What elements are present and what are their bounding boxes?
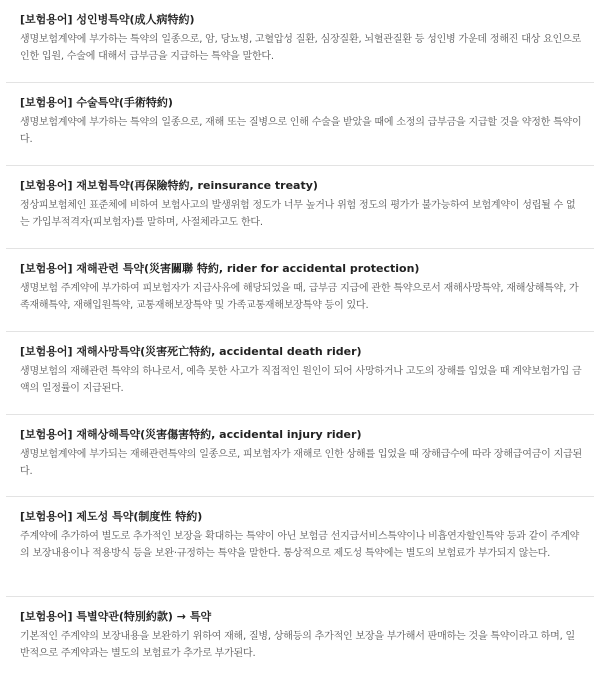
entry-description: 주계약에 추가하여 별도로 추가적인 보장을 확대하는 특약이 아닌 보험금 선지급서비스특약이나 비흡연자할인특약 등과 같이 주계약의 보장내용이나 적용방식 등을 보완·규정하는 특약을 말한다. 통상적으로 제도성 특약에는 별도의 보험료가 부가되지 않는다. [20, 531, 580, 559]
glossary-entry [6, 0, 594, 82]
glossary-entry [6, 596, 594, 675]
entry-title[interactable]: [보험용어] 재보험특약(再保險特約, reinsurance treaty) [20, 179, 318, 192]
entry-description: 정상피보험체인 표준체에 비하여 보험사고의 발생위험 정도가 너무 높거나 위험 정도의 평가가 불가능하여 보험계약이 성립될 수 없는 가입부적격자(피보험자)를 말하며, 사절체라고도 한다. [20, 200, 576, 228]
glossary-entry [6, 496, 594, 596]
glossary-entry [6, 165, 594, 248]
entry-description: 기본적인 주계약의 보장내용을 보완하기 위하여 재해, 질병, 상해등의 추가적인 보장을 부가해서 판매하는 것을 특약이라고 하며, 일반적으로 주계약과는 별도의 보험료가 추가로 부가된다. [20, 631, 575, 659]
entry-description: 생명보험 주계약에 부가하여 피보험자가 지급사유에 해당되었을 때, 급부금 지급에 관한 특약으로서 재해사망특약, 재해상해특약, 가족재해특약, 재해입원특약, 교통재해보장특약 및 가족교통재해보장특약 등이 있다. [20, 283, 579, 311]
entry-description: 생명보험계약에 부가하는 특약의 일종으로, 재해 또는 질병으로 인해 수술을 받았을 때에 소정의 급부금을 지급할 것을 약정한 특약이다. [20, 117, 582, 145]
glossary-entry [6, 82, 594, 165]
glossary-entry [6, 414, 594, 496]
glossary-entry [6, 248, 594, 331]
entry-title[interactable]: [보험용어] 성인병특약(成人病特約) [20, 13, 195, 26]
entry-title[interactable]: [보험용어] 제도성 특약(制度性 特約) [20, 510, 203, 523]
entry-title[interactable]: [보험용어] 재해상해특약(災害傷害特約, accidental injury rider) [20, 428, 362, 441]
entry-description: 생명보험계약에 부가되는 재해관련특약의 일종으로, 피보험자가 재해로 인한 상해를 입었을 때 장해급수에 따라 장해급여금이 지급된다. [20, 449, 583, 477]
glossary-entry [6, 331, 594, 414]
entry-title[interactable]: [보험용어] 특별약관(特別約款) → 특약 [20, 610, 212, 623]
entry-title[interactable]: [보험용어] 재해관련 특약(災害關聯 特約, rider for accidental protection) [20, 262, 420, 275]
entry-description: 생명보험의 재해관련 특약의 하나로서, 예측 못한 사고가 직접적인 원인이 되어 사망하거나 고도의 장해를 입었을 때 계약보험가입 금액의 일정률이 지급된다. [20, 366, 582, 394]
entry-title[interactable]: [보험용어] 재해사망특약(災害死亡特約, accidental death rider) [20, 345, 362, 358]
entry-title[interactable]: [보험용어] 수술특약(手術特約) [20, 96, 173, 109]
entry-description: 생명보험계약에 부가하는 특약의 일종으로, 암, 당뇨병, 고혈압성 질환, 심장질환, 뇌혈관질환 등 성인병 가운데 정해진 대상 요인으로 인한 입원, 수술에 대해서 급부금을 지급하는 특약을 말한다. [20, 34, 581, 62]
